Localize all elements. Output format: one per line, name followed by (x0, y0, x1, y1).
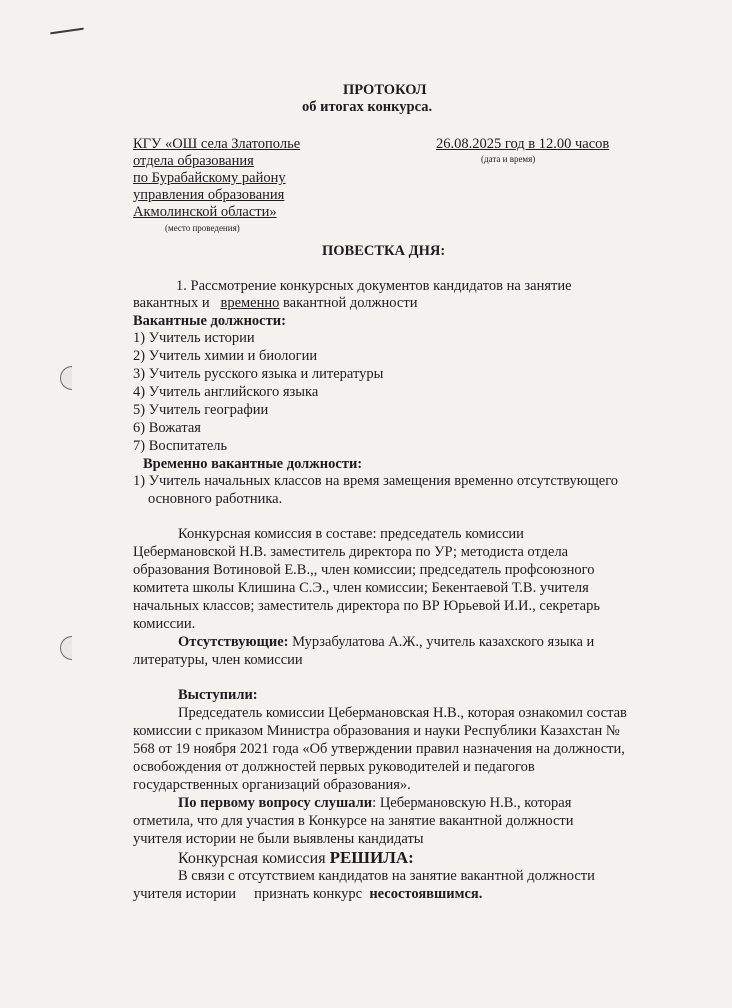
agenda-item-continued (133, 295, 417, 312)
org-line: управления образования (133, 187, 285, 203)
page-title: ПРОТОКОЛ (343, 82, 427, 98)
q1-label: По первому вопросу слушали (178, 795, 373, 811)
vacant-position: 7) Воспитатель (133, 438, 228, 454)
decision-text: В связи с отсутствием кандидатов на занятие вакантной должности (178, 868, 595, 884)
temp-heading: Временно вакантные должности: (143, 456, 363, 472)
decision-heading (178, 848, 414, 868)
agenda-text: вакантных и (133, 295, 221, 311)
punch-hole-top (60, 366, 72, 390)
decision-heading-text: Конкурсная комиссия (178, 850, 330, 867)
decision-line (133, 886, 482, 903)
commission-text: Конкурсная комиссия в составе: председатель комиссии (178, 526, 524, 542)
vacant-heading: Вакантные должности: (133, 313, 286, 329)
q1-line (178, 795, 571, 812)
temp-position: 1) Учитель начальных классов на время замещения временно отсутствующего (133, 473, 619, 489)
q1-text-continued: учителя истории не были выявлены кандидаты (133, 831, 424, 847)
absent-text: Мурзабулатова А.Ж., учитель казахского языка и (288, 634, 595, 650)
agenda-item: 1. Рассмотрение конкурсных документов кандидатов на занятие (176, 278, 572, 294)
page-subtitle: об итогах конкурса. (302, 99, 433, 115)
org-line: Акмолинской области» (133, 204, 277, 220)
vacant-position: 1) Учитель истории (133, 330, 255, 346)
datetime-caption: (дата и время) (481, 154, 536, 164)
spoke-text: 568 от 19 ноября 2021 года «Об утверждении правил назначения на должности, (133, 741, 625, 757)
vacant-position: 3) Учитель русского языка и литературы (133, 366, 384, 382)
punch-hole-bottom (60, 636, 72, 660)
commission-text: начальных классов; заместитель директора по ВР Юрьевой И.И., секретарь (133, 598, 600, 614)
vacant-position: 4) Учитель английского языка (133, 384, 319, 400)
q1-text-continued: отметила, что для участия в Конкурсе на занятие вакантной должности (133, 813, 574, 829)
spoke-text: Председатель комиссии Цебермановская Н.В., которая ознакомил состав (178, 705, 627, 721)
commission-text: комиссии. (133, 616, 196, 632)
scan-mark (50, 28, 84, 35)
agenda-text: вакантной должности (279, 295, 418, 311)
decision-heading-word: РЕШИЛА: (329, 848, 414, 867)
datetime: 26.08.2025 год в 12.00 часов (436, 136, 610, 152)
org-line: по Бурабайскому району (133, 170, 286, 186)
vacant-position: 2) Учитель химии и биологии (133, 348, 318, 364)
org-line: КГУ «ОШ села Златополье (133, 136, 301, 152)
absent-line (178, 634, 594, 651)
spoke-text: комиссии с приказом Министра образования и науки Республики Казахстан № (133, 723, 620, 739)
vacant-position: 6) Вожатая (133, 420, 201, 436)
decision-text: учителя истории признать конкурс (133, 886, 370, 902)
q1-text: : Цебермановскую Н.В., которая (372, 795, 572, 811)
place-caption: (место проведения) (165, 223, 240, 233)
spoke-text: освобождения от должностей первых руководителей и педагогов (133, 759, 535, 775)
decision-result: несостоявшимся. (369, 886, 483, 902)
commission-text: образования Вотиновой Е.В.,, член комиссии; председатель профсоюзного (133, 562, 595, 578)
absent-text-continued: литературы, член комиссии (133, 652, 303, 668)
spoke-text: государственных организаций образования». (133, 777, 411, 793)
org-line: отдела образования (133, 153, 254, 169)
vacant-position: 5) Учитель географии (133, 402, 269, 418)
agenda-heading: ПОВЕСТКА ДНЯ: (322, 243, 446, 259)
temp-position: основного работника. (148, 491, 283, 507)
absent-label: Отсутствующие: (178, 634, 289, 650)
spoke-label: Выступили: (178, 687, 258, 703)
agenda-text-underlined: временно (220, 295, 280, 311)
commission-text: комитета школы Клишина С.Э., член комиссии; Бекентаевой Т.В. учителя (133, 580, 589, 596)
commission-text: Цебермановской Н.В. заместитель директора по УР; методиста отдела (133, 544, 569, 560)
